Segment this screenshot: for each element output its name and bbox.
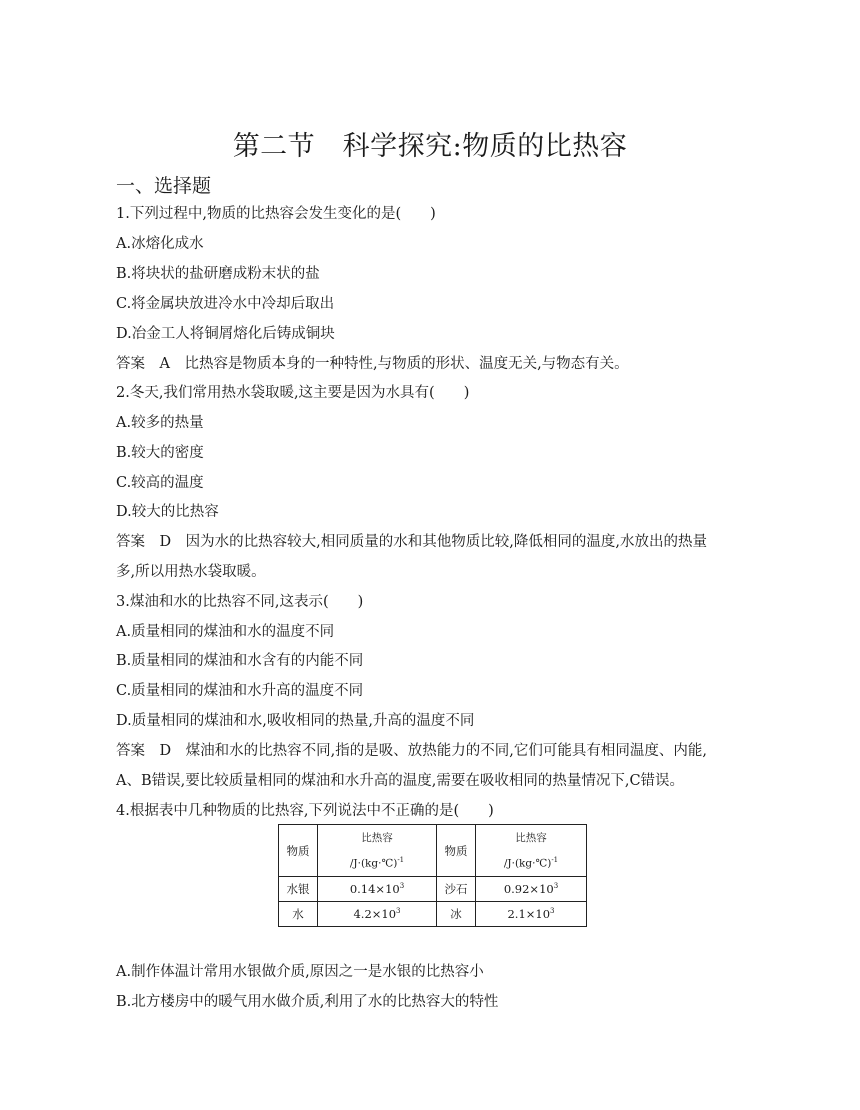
header-substance-1: 物质: [279, 825, 318, 877]
cell-substance: 冰: [437, 902, 476, 927]
q3-option-c: C.质量相同的煤油和水升高的温度不同: [116, 683, 364, 699]
cell-value: [476, 902, 587, 927]
header-specific-heat-2-line1: 比热容: [515, 831, 547, 844]
header-substance-2: 物质: [437, 825, 476, 877]
q3-option-d: D.质量相同的煤油和水,吸收相同的热量,升高的温度不同: [116, 713, 475, 729]
cell-value-text: 0.92×10: [503, 882, 554, 896]
header-unit-1: /J·(kg·℃): [349, 857, 398, 870]
q1-option-b: B.将块状的盐研磨成粉末状的盐: [116, 266, 320, 282]
question-3: 3.煤油和水的比热容不同,这表示( ): [116, 594, 364, 610]
header-specific-heat-1: [318, 825, 437, 877]
cell-value-exp: 3: [399, 882, 405, 891]
cell-value: [476, 877, 587, 902]
page-title: 第二节 科学探究:物质的比热容: [232, 131, 628, 162]
q2-answer: 答案 D 因为水的比热容较大,相同质量的水和其他物质比较,降低相同的温度,水放出的热量: [116, 534, 707, 550]
cell-value-text: 0.14×10: [349, 882, 400, 896]
cell-substance: 水: [279, 902, 318, 927]
q4-option-b: B.北方楼房中的暖气用水做介质,利用了水的比热容大的特性: [116, 994, 499, 1010]
q3-answer-cont: A、B错误,要比较质量相同的煤油和水升高的温度,需要在吸收相同的热量情况下,C错误。: [116, 773, 685, 789]
q1-option-c: C.将金属块放进冷水中冷却后取出: [116, 296, 335, 312]
header-unit-1-exp: -1: [397, 855, 405, 864]
header-specific-heat-2-line2: [476, 849, 586, 875]
q3-option-a: A.质量相同的煤油和水的温度不同: [116, 624, 335, 640]
cell-value-exp: 3: [553, 882, 559, 891]
cell-value-exp: 3: [396, 907, 401, 916]
table-row: [279, 877, 587, 902]
specific-heat-table: [278, 824, 587, 927]
q3-option-b: B.质量相同的煤油和水含有的内能不同: [116, 653, 364, 669]
q1-option-d: D.冶金工人将铜屑熔化后铸成铜块: [116, 326, 335, 342]
cell-substance: 水银: [279, 877, 318, 902]
header-unit-2: /J·(kg·℃): [503, 857, 552, 870]
q4-option-a: A.制作体温计常用水银做介质,原因之一是水银的比热容小: [116, 964, 484, 980]
q3-answer: 答案 D 煤油和水的比热容不同,指的是吸、放热能力的不同,它们可能具有相同温度、内能,: [116, 743, 707, 759]
cell-value: [318, 902, 437, 927]
header-specific-heat-2: [476, 825, 587, 877]
table-row: [279, 902, 587, 927]
q2-option-c: C.较高的温度: [116, 475, 204, 491]
q2-option-d: D.较大的比热容: [116, 504, 219, 520]
cell-value-exp: 3: [550, 907, 555, 916]
cell-value: [318, 877, 437, 902]
header-unit-2-exp: -1: [551, 855, 559, 864]
cell-value-text: 2.1×10: [507, 907, 551, 921]
cell-substance: 沙石: [437, 877, 476, 902]
question-2: 2.冬天,我们常用热水袋取暖,这主要是因为水具有( ): [116, 385, 470, 401]
q2-option-a: A.较多的热量: [116, 415, 204, 431]
q2-option-b: B.较大的密度: [116, 445, 204, 461]
header-specific-heat-1-line1: 比热容: [361, 831, 393, 844]
table-header-row: [279, 825, 587, 877]
q2-answer-cont: 多,所以用热水袋取暖。: [116, 564, 266, 580]
section-heading: 一、选择题: [116, 175, 212, 197]
q1-option-a: A.冰熔化成水: [116, 236, 204, 252]
question-4: 4.根据表中几种物质的比热容,下列说法中不正确的是( ): [116, 803, 494, 819]
question-1: 1.下列过程中,物质的比热容会发生变化的是( ): [116, 206, 436, 222]
header-specific-heat-1-line2: [318, 849, 436, 875]
q1-answer: 答案 A 比热容是物质本身的一种特性,与物质的形状、温度无关,与物态有关。: [116, 356, 629, 372]
cell-value-text: 4.2×10: [353, 907, 397, 921]
